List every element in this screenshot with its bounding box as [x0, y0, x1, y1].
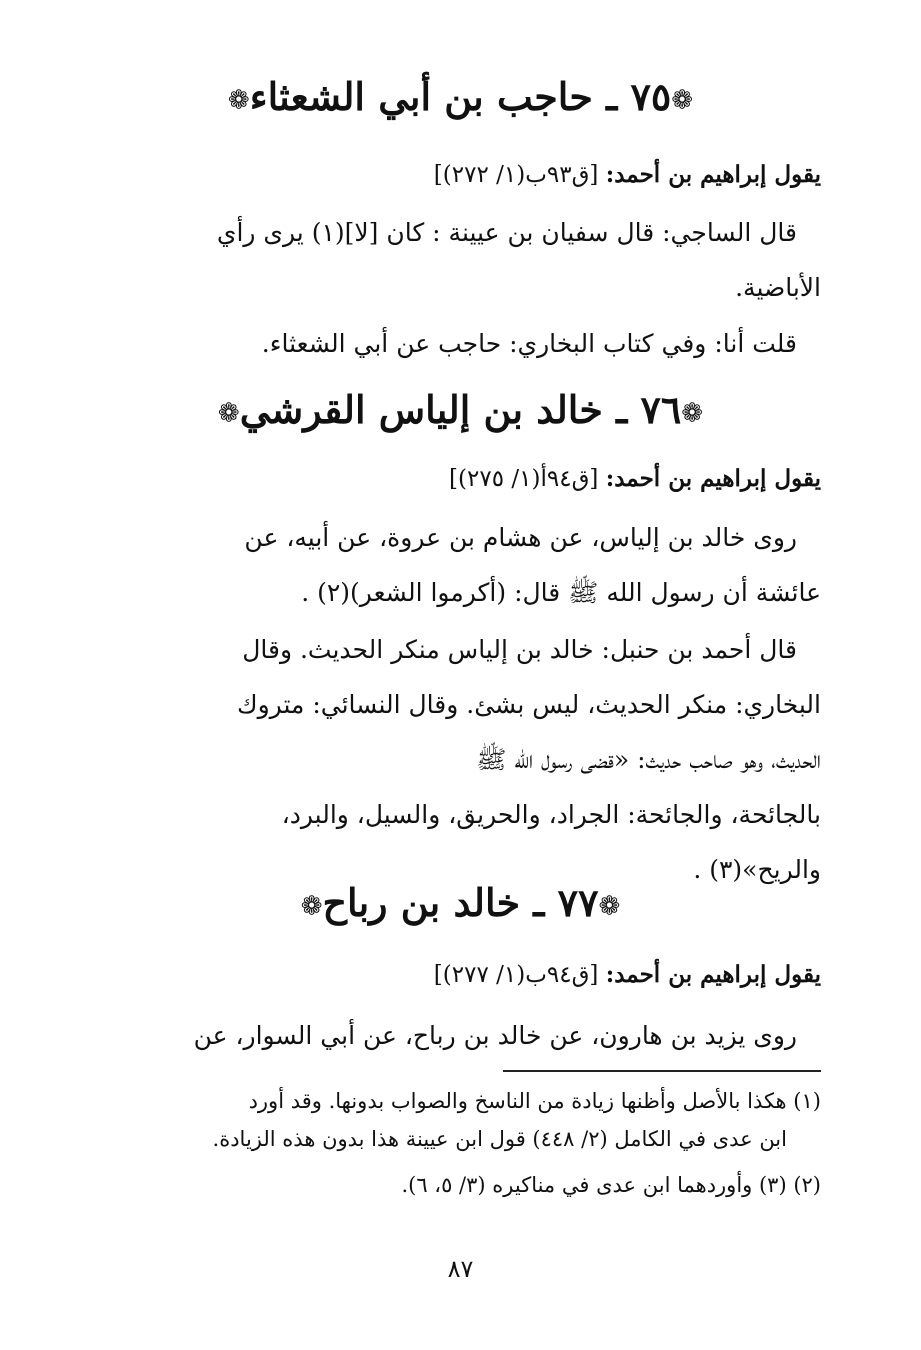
footnote-line: (٢) (٣) وأوردهما ابن عدى في مناكيره (٣/ ٥، ٦).	[401, 1173, 821, 1197]
entry-75-paragraph-2	[101, 316, 821, 371]
text-line: قال الساجي: قال سفيان بن عيينة : كان [لا](١) يرى رأي	[216, 218, 797, 247]
entry-75-paragraph-1	[101, 205, 821, 315]
text-line: قلت أنا: وفي كتاب البخاري: حاجب عن أبي الشعثاء.	[261, 329, 797, 358]
text-line: الحديث، وهو صاحب حديث: «قضى رسول الله ﷺ	[476, 745, 821, 774]
text-line: عائشة أن رسول الله ﷺ قال: (أكرموا الشعر)(٢) .	[301, 578, 821, 607]
source-label: يقول إبراهيم بن أحمد:	[605, 961, 821, 988]
text-line: بالجائحة، والجائحة: الجراد، والحريق، والسيل، والبرد،	[281, 800, 821, 829]
page-number: ٨٧	[447, 1255, 474, 1283]
entry-77-heading	[0, 878, 921, 932]
ornament-left-icon: ❁	[300, 891, 323, 922]
entry-76-paragraph-1	[101, 510, 821, 620]
text-line: روى خالد بن إلياس، عن هشام بن عروة، عن أبيه، عن	[244, 523, 797, 552]
entry-75-heading	[0, 72, 921, 126]
footnote-line: ابن عدى في الكامل (٢/ ٤٤٨) قول ابن عيينة هذا بدون هذه الزيادة.	[212, 1127, 787, 1151]
entry-77-source	[101, 958, 821, 992]
text-line: قال أحمد بن حنبل: خالد بن إلياس منكر الحديث. وقال	[242, 635, 797, 664]
footnote-separator	[503, 1070, 821, 1072]
source-reference: [ق٩٣ب(١/ ٢٧٢)]	[433, 162, 599, 188]
text-line: البخاري: منكر الحديث، ليس بشئ. وقال النسائي: متروك	[236, 690, 821, 719]
footnote-2	[101, 1166, 821, 1204]
entry-76-source	[101, 462, 821, 496]
entry-77-paragraph-1	[101, 1008, 821, 1063]
entry-77-title: ٧٧ ـ خالد بن رباح	[322, 880, 599, 925]
entry-76-paragraph-2	[101, 622, 821, 897]
source-label: يقول إبراهيم بن أحمد:	[605, 161, 821, 188]
footnote-line: (١) هكذا بالأصل وأظنها زيادة من الناسخ والصواب بدونها. وقد أورد	[248, 1089, 821, 1113]
entry-75-title: ٧٥ ـ حاجب بن أبي الشعثاء	[249, 74, 672, 119]
ornament-right-icon: ❁	[671, 85, 694, 116]
footnote-1	[101, 1082, 821, 1158]
ornament-right-icon: ❁	[598, 891, 621, 922]
text-line: والريح»(٣) .	[693, 855, 821, 884]
source-reference: [ق٩٤ب(١/ ٢٧٧)]	[433, 962, 599, 988]
text-line: الأباضية.	[735, 273, 821, 302]
text-line: روى يزيد بن هارون، عن خالد بن رباح، عن أبي السوار، عن	[193, 1021, 797, 1050]
source-reference: [ق٩٤أ(١/ ٢٧٥)]	[449, 466, 599, 492]
entry-76-title: ٧٦ ـ خالد بن إلياس القرشي	[239, 387, 682, 432]
ornament-right-icon: ❁	[681, 398, 704, 429]
source-label: يقول إبراهيم بن أحمد:	[605, 465, 821, 492]
ornament-left-icon: ❁	[217, 398, 240, 429]
entry-75-source	[101, 158, 821, 192]
ornament-left-icon: ❁	[227, 85, 250, 116]
entry-76-heading	[0, 385, 921, 439]
